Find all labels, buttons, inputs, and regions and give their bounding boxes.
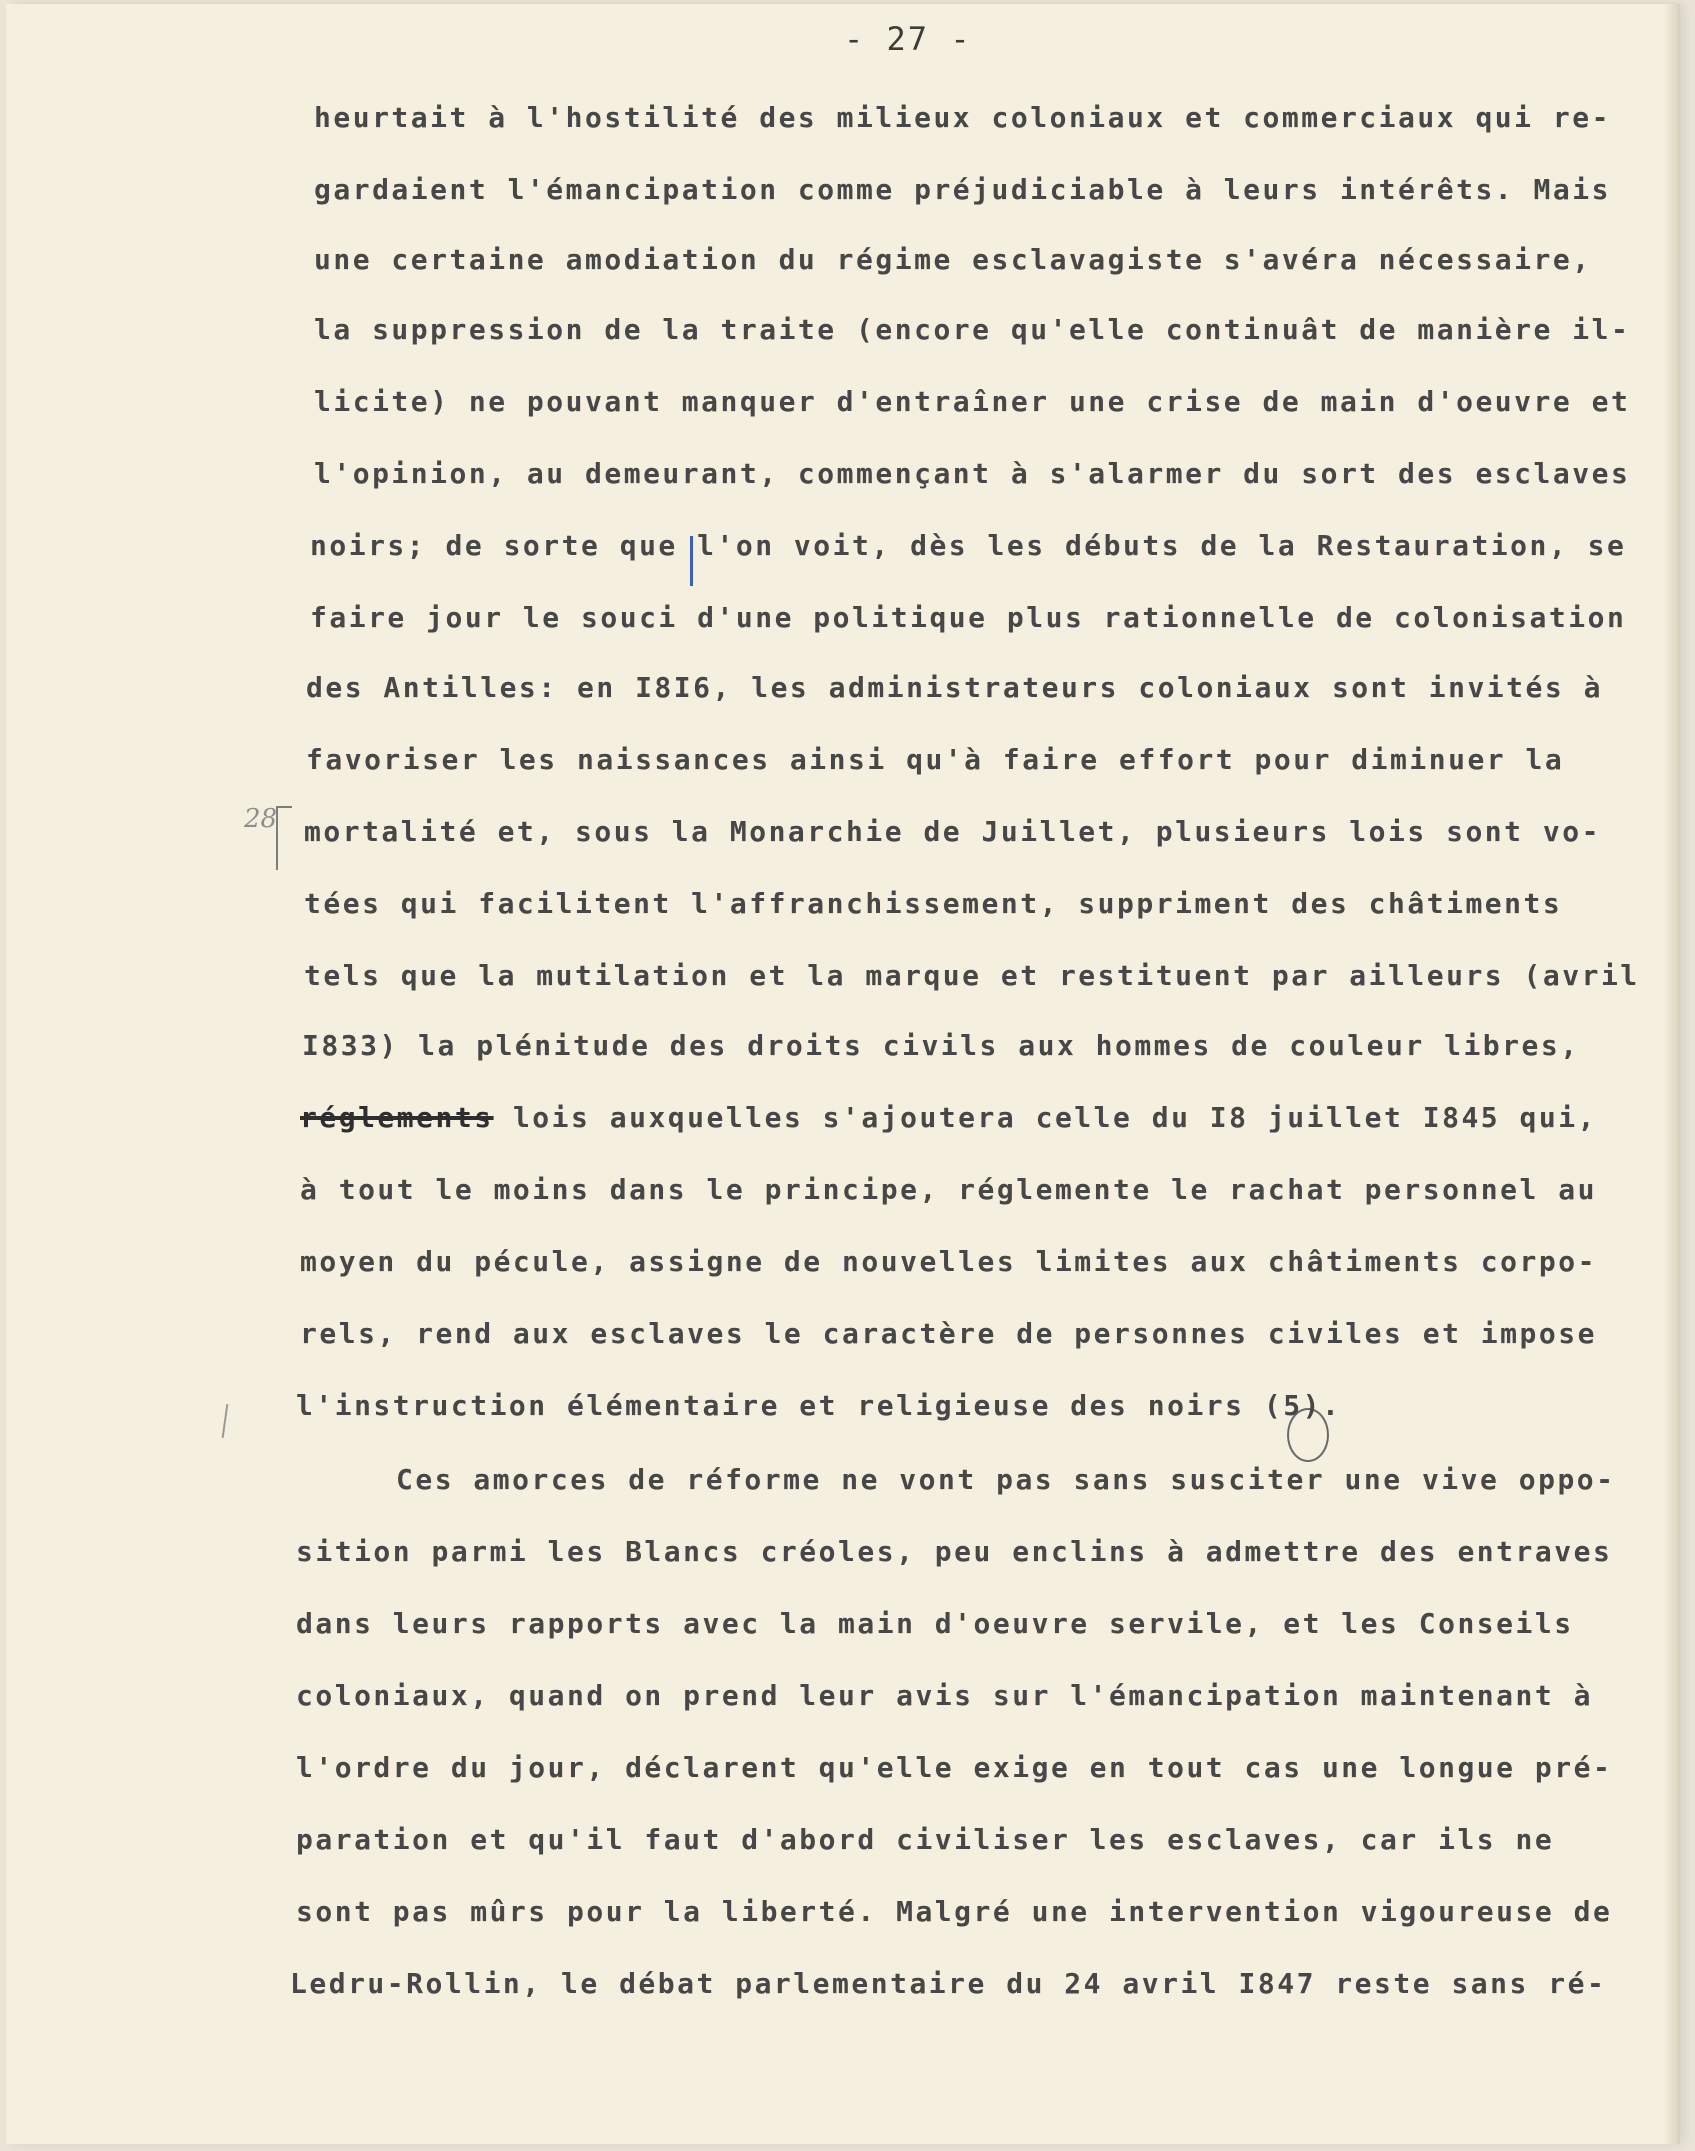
- text-line: l'instruction élémentaire et religieuse des noirs (5).: [296, 1389, 1342, 1422]
- text-line: heurtait à l'hostilité des milieux coloniaux et commerciaux qui re-: [314, 101, 1611, 134]
- text-line: Ledru-Rollin, le débat parlementaire du 24 avril I847 reste sans ré-: [290, 1967, 1607, 2000]
- text-line: à tout le moins dans le principe, réglemente le rachat personnel au: [300, 1173, 1597, 1206]
- text-line: moyen du pécule, assigne de nouvelles limites aux châtiments corpo-: [300, 1245, 1597, 1278]
- text-line: tels que la mutilation et la marque et restituent par ailleurs (avril: [304, 959, 1640, 992]
- text-line: licite) ne pouvant manquer d'entraîner une crise de main d'oeuvre et: [314, 385, 1631, 418]
- text-line: noirs; de sorte que l'on voit, dès les débuts de la Restauration, se: [310, 529, 1627, 562]
- text-line: l'ordre du jour, déclarent qu'elle exige en tout cas une longue pré-: [296, 1751, 1613, 1784]
- text-line: l'opinion, au demeurant, commençant à s'alarmer du sort des esclaves: [314, 457, 1631, 490]
- text-line: paration et qu'il faut d'abord civiliser les esclaves, car ils ne: [296, 1823, 1555, 1856]
- text-line: une certaine amodiation du régime esclavagiste s'avéra nécessaire,: [314, 243, 1592, 276]
- page-number: - 27 -: [844, 20, 972, 58]
- pencil-bracket-mark: [276, 806, 292, 870]
- pencil-stroke-mark: [222, 1404, 229, 1438]
- text-line: I833) la plénitude des droits civils aux hommes de couleur libres,: [302, 1029, 1580, 1062]
- text-line: rels, rend aux esclaves le caractère de personnes civiles et impose: [300, 1317, 1597, 1350]
- text-line: gardaient l'émancipation comme préjudiciable à leurs intérêts. Mais: [314, 173, 1611, 206]
- struck-word: réglements: [300, 1101, 494, 1134]
- margin-note: 28: [244, 804, 278, 834]
- text-line: coloniaux, quand on prend leur avis sur l'émancipation maintenant à: [296, 1679, 1593, 1712]
- text-line: tées qui facilitent l'affranchissement, suppriment des châtiments: [304, 887, 1563, 920]
- document-page: [6, 4, 1678, 2144]
- text-line: sont pas mûrs pour la liberté. Malgré une intervention vigoureuse de: [296, 1895, 1613, 1928]
- page-edge-shadow: [1664, 4, 1678, 2144]
- text-line: dans leurs rapports avec la main d'oeuvre servile, et les Conseils: [296, 1607, 1574, 1640]
- text-line: mortalité et, sous la Monarchie de Juillet, plusieurs lois sont vo-: [304, 815, 1601, 848]
- text-line: la suppression de la traite (encore qu'elle continuât de manière il-: [314, 313, 1631, 346]
- text-line: faire jour le souci d'une politique plus rationnelle de colonisation: [310, 601, 1627, 634]
- text-line-remainder: lois auxquelles s'ajoutera celle du I8 juillet I845 qui,: [512, 1101, 1597, 1134]
- text-line: Ces amorces de réforme ne vont pas sans susciter une vive oppo-: [396, 1463, 1616, 1496]
- text-line: des Antilles: en I8I6, les administrateurs coloniaux sont invités à: [306, 671, 1603, 704]
- text-line: favoriser les naissances ainsi qu'à faire effort pour diminuer la: [306, 743, 1565, 776]
- text-line: sition parmi les Blancs créoles, peu enclins à admettre des entraves: [296, 1535, 1613, 1568]
- text-line: [300, 1101, 1597, 1134]
